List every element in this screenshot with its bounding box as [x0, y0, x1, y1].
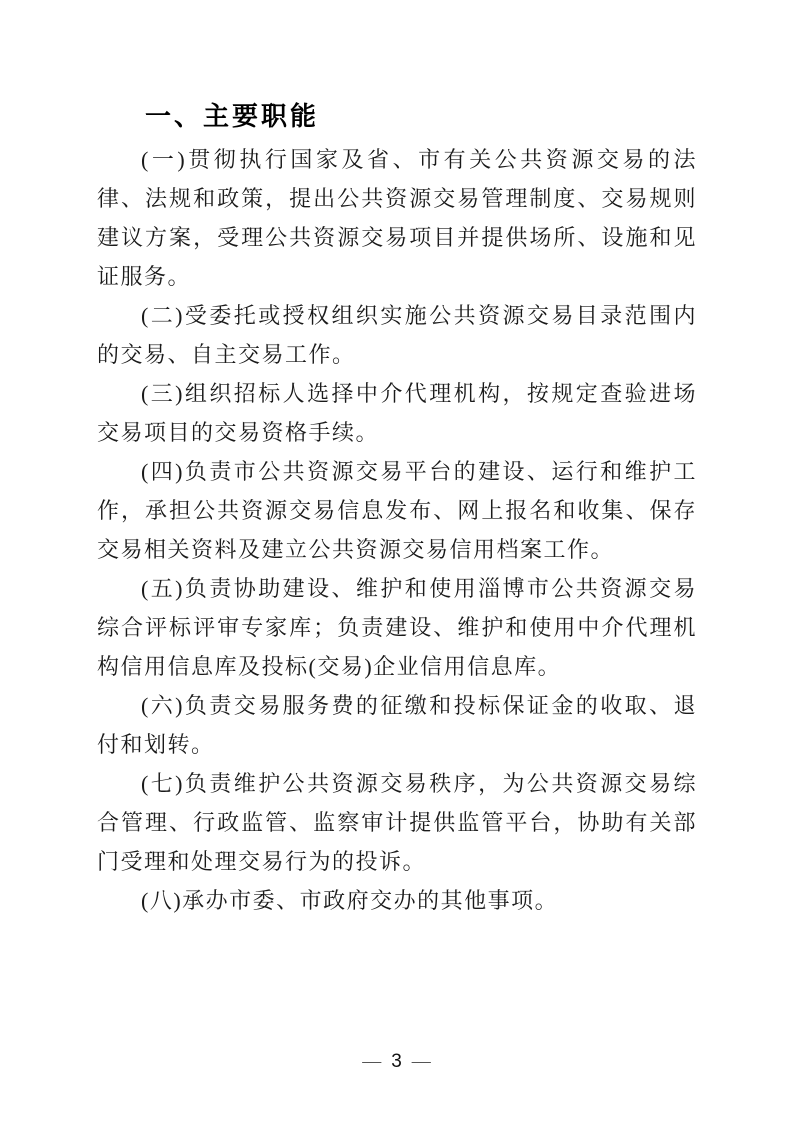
- page-number: 3: [391, 1051, 402, 1072]
- paragraph-7: (七)负责维护公共资源交易秩序，为公共资源交易综合管理、行政监管、监察审计提供监管平台，协助有关部门受理和处理交易行为的投诉。: [97, 771, 697, 874]
- paragraph-6: (六)负责交易服务费的征缴和投标保证金的收取、退付和划转。: [97, 693, 697, 757]
- section-heading: 一、主要职能: [145, 101, 320, 131]
- paragraph-5: (五)负责协助建设、维护和使用淄博市公共资源交易综合评标评审专家库；负责建设、维护和使用中介代理机构信用信息库及投标(交易)企业信用信息库。: [97, 576, 697, 679]
- paragraph-1: (一)贯彻执行国家及省、市有关公共资源交易的法律、法规和政策，提出公共资源交易管理制度、交易规则建议方案，受理公共资源交易项目并提供场所、设施和见证服务。: [97, 147, 697, 289]
- document-body: [97, 98, 697, 920]
- footer-right-dash: —: [411, 1051, 431, 1072]
- page-footer: [0, 1050, 793, 1074]
- paragraph-4: (四)负责市公共资源交易平台的建设、运行和维护工作，承担公共资源交易信息发布、网上报名和收集、保存交易相关资料及建立公共资源交易信用档案工作。: [97, 459, 697, 562]
- paragraph-8: (八)承办市委、市政府交办的其他事项。: [141, 888, 559, 913]
- paragraph-3: (三)组织招标人选择中介代理机构，按规定查验进场交易项目的交易资格手续。: [97, 381, 697, 445]
- paragraph-2: (二)受委托或授权组织实施公共资源交易目录范围内的交易、自主交易工作。: [97, 303, 697, 367]
- footer-left-dash: —: [362, 1051, 382, 1072]
